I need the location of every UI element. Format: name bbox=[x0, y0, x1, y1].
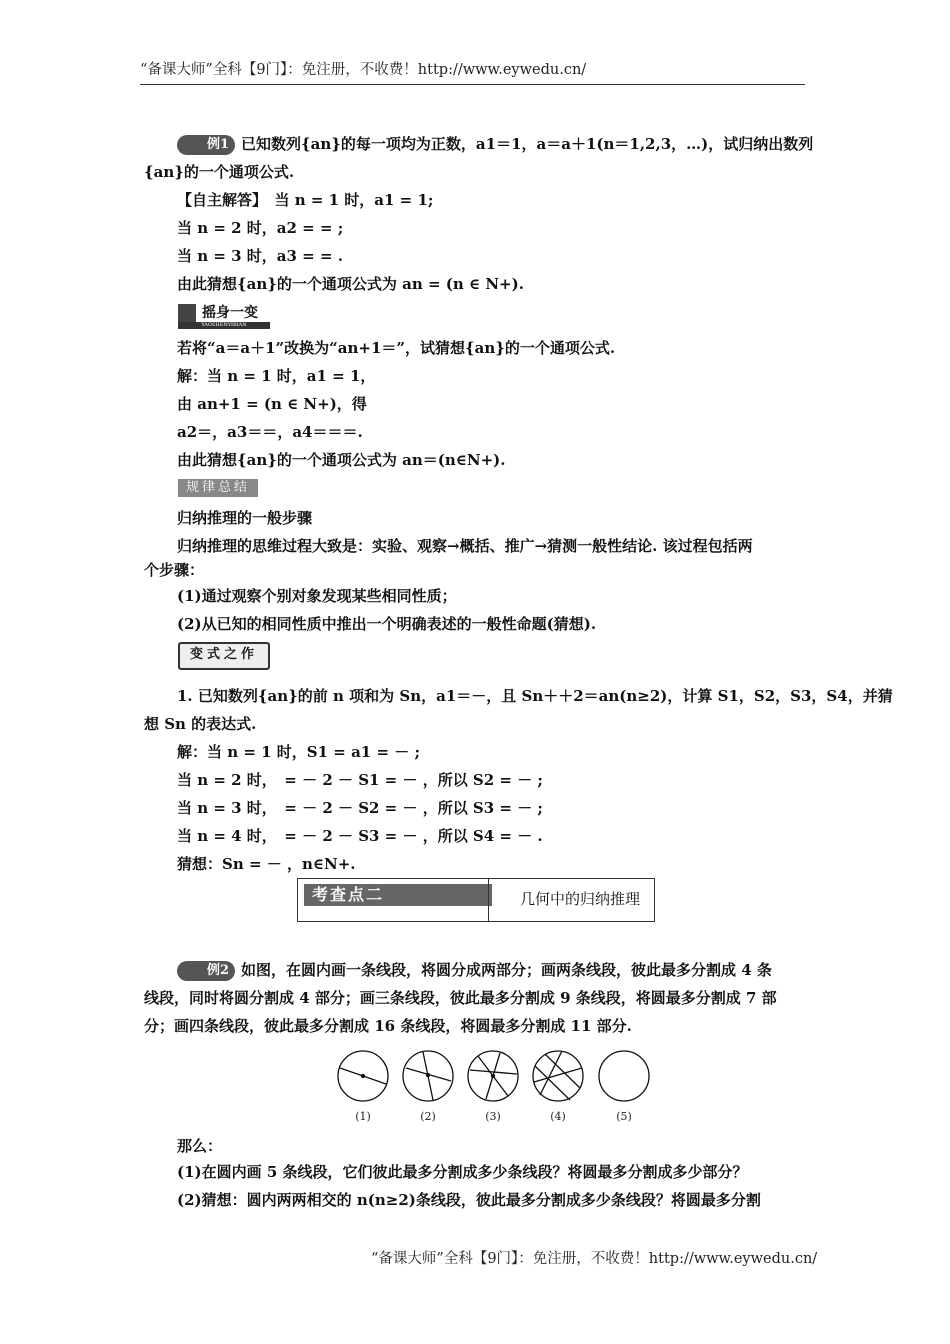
example1-step1: 【自主解答】 当 n = 1 时，a1 = 1; bbox=[177, 191, 434, 209]
example2-line2: 线段，同时将圆分割成 4 部分；画三条线段，彼此最多分割成 9 条线段，将圆最多分割成 7 部 bbox=[144, 989, 777, 1007]
exercise-q1: 1. 已知数列{an}的前 n 项和为 Sn，a1＝－，且 Sn＋＋2＝an(n≥2)，计算 S1，S2，S3，S4，并猜 bbox=[177, 687, 893, 705]
example1-line1: 例1 已知数列{an}的每一项均为正数，a1＝1，a＝a＋1(n＝1,2,3，…)，试归纳出数列 bbox=[177, 134, 813, 155]
variation-ans1: 解：当 n = 1 时，a1 = 1， bbox=[177, 367, 376, 385]
example2-q1: (1)在圆内画 5 条线段，它们彼此最多分割成多少条线段？将圆最多分割成多少部分？ bbox=[177, 1163, 748, 1181]
caption-1: (1) bbox=[355, 1110, 371, 1123]
caption-3: (3) bbox=[485, 1110, 501, 1123]
caption-4: (4) bbox=[550, 1110, 566, 1123]
section-box bbox=[297, 878, 655, 922]
section-title: 几何中的归纳推理 bbox=[520, 890, 641, 908]
exercise-a1: 解：当 n = 1 时，S1 = a1 = － ; bbox=[177, 743, 421, 761]
example1-step2: 当 n = 2 时，a2 = = ; bbox=[177, 219, 344, 237]
summary-tag: 规律总结 bbox=[178, 479, 258, 497]
page-footer: “备课大师”全科【9门】：免注册，不收费！http://www.eywedu.cn/ bbox=[371, 1251, 818, 1267]
header-rule bbox=[140, 84, 805, 85]
example1-line2: {an}的一个通项公式. bbox=[144, 163, 295, 181]
example2-line1: 例2 如图，在圆内画一条线段，将圆分成两部分；画两条线段，彼此最多分割成 4 条 bbox=[177, 960, 772, 981]
example1-badge: 例1 bbox=[177, 135, 235, 155]
variation-ans4: 由此猜想{an}的一个通项公式为 an＝(n∈N+). bbox=[177, 451, 506, 469]
caption-5: (5) bbox=[616, 1110, 632, 1123]
exercise-a5: 猜想：Sn = － ，n∈N+. bbox=[177, 855, 356, 873]
exercise-a4: 当 n = 4 时， = － 2 － S3 = － ，所以 S4 = － . bbox=[177, 827, 543, 845]
example1-step4: 由此猜想{an}的一个通项公式为 an = (n ∈ N+). bbox=[177, 275, 524, 293]
section-label: 考查点二 bbox=[304, 884, 492, 906]
grid-icon bbox=[178, 304, 196, 322]
exercise-tag: 变式之作 bbox=[178, 642, 270, 670]
summary-p2: 个步骤： bbox=[144, 561, 205, 579]
variation-ans2: 由 an+1 = (n ∈ N+)，得 bbox=[177, 395, 367, 413]
exercise-a2: 当 n = 2 时， = － 2 － S1 = － ，所以 S2 = － ; bbox=[177, 771, 543, 789]
exercise-q2: 想 Sn 的表达式. bbox=[144, 715, 257, 733]
summary-p1: 归纳推理的思维过程大致是：实验、观察→概括、推广→猜测一般性结论. 该过程包括两 bbox=[177, 537, 753, 555]
example1-step3: 当 n = 3 时，a3 = = . bbox=[177, 247, 343, 265]
summary-p3: (1)通过观察个别对象发现某些相同性质； bbox=[177, 587, 457, 605]
variation-tag: 摇身一变 YAOSHENYIBIAN bbox=[178, 302, 270, 330]
example2-q2: (2)猜想：圆内两两相交的 n(n≥2)条线段，彼此最多分割成多少条线段？将圆最多分割 bbox=[177, 1191, 761, 1209]
variation-question: 若将“a＝a＋1”改换为“an+1＝”，试猜想{an}的一个通项公式. bbox=[177, 339, 616, 357]
circles-figure bbox=[330, 1048, 660, 1128]
caption-2: (2) bbox=[420, 1110, 436, 1123]
variation-ans3: a2＝，a3＝＝，a4＝＝＝. bbox=[177, 423, 363, 441]
summary-title: 归纳推理的一般步骤 bbox=[177, 509, 313, 527]
page-header: “备课大师”全科【9门】：免注册，不收费！http://www.eywedu.cn/ bbox=[140, 62, 587, 78]
circle-5 bbox=[599, 1051, 649, 1101]
example2-q0: 那么： bbox=[177, 1137, 223, 1155]
example2-badge: 例2 bbox=[177, 961, 235, 981]
example2-line3: 分；画四条线段，彼此最多分割成 16 条线段，将圆最多分割成 11 部分. bbox=[144, 1017, 632, 1035]
section-divider bbox=[488, 879, 489, 921]
exercise-a3: 当 n = 3 时， = － 2 － S2 = － ，所以 S3 = － ; bbox=[177, 799, 543, 817]
summary-p4: (2)从已知的相同性质中推出一个明确表述的一般性命题(猜想). bbox=[177, 615, 597, 633]
